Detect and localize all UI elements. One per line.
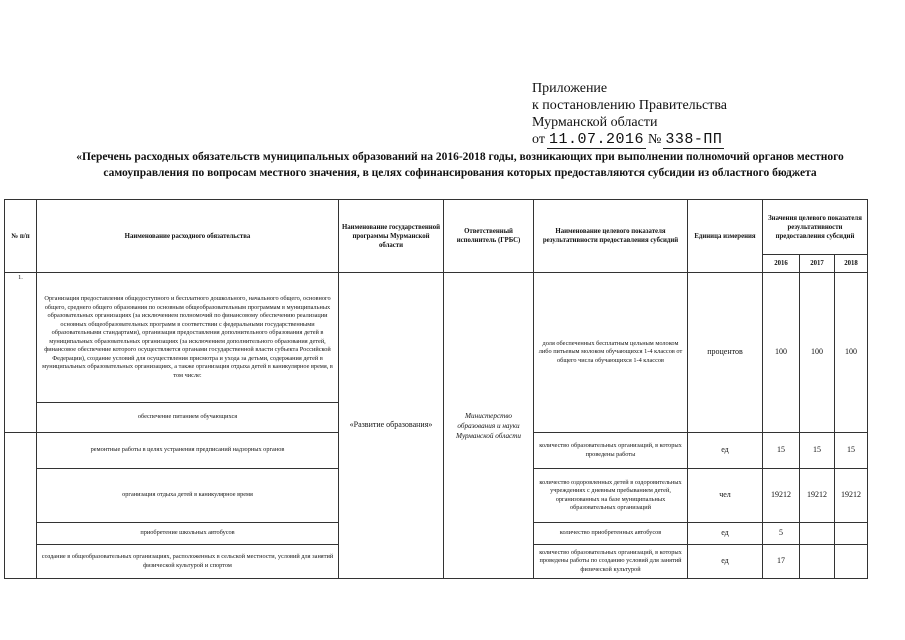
value-1-2018: 100: [835, 273, 868, 433]
indicator-2: количество образовательных организаций, в которых проведены работы: [534, 433, 688, 469]
header-year-2016: 2016: [763, 255, 800, 273]
header-obligation: Наименование расходного обязательства: [37, 200, 339, 273]
title-line-1: «Перечень расходных обязательств муниципальных образований на 2016-2018 годы, возникающих при выполнении полномочий органов местного: [76, 151, 844, 163]
resolution-number: 338-ПП: [665, 131, 723, 148]
value-2-2016: 15: [763, 433, 800, 469]
obligations-table: [4, 199, 868, 579]
unit-1: процентов: [688, 273, 763, 433]
unit-5: ед: [688, 545, 763, 579]
unit-3: чел: [688, 469, 763, 523]
row-number: 1.: [5, 273, 37, 433]
sub-obligation-2: ремонтные работы в целях устранения предписаний надзорных органов: [37, 433, 339, 469]
title-line-2: самоуправления по вопросам местного значения, в целях софинансирования которых предоставляются субсидии из областного бюджета: [103, 167, 817, 179]
value-2-2017: 15: [800, 433, 835, 469]
value-5-2018: [835, 545, 868, 579]
number-sign: №: [647, 132, 662, 147]
resolution-label: к постановлению Правительства: [532, 98, 728, 113]
appendix-label: Приложение: [532, 81, 608, 96]
header-indicator: Наименование целевого показателя результативности предоставления субсидий: [534, 200, 688, 273]
header-values: Значения целевого показателя результативности предоставления субсидий: [763, 200, 868, 255]
value-1-2017: 100: [800, 273, 835, 433]
value-3-2016: 19212: [763, 469, 800, 523]
value-5-2017: [800, 545, 835, 579]
header-unit: Единица измерения: [688, 200, 763, 273]
header-num: № п/п: [5, 200, 37, 273]
indicator-3: количество оздоровленных детей в оздоровительных учреждениях с дневным пребыванием детей, организованных на базе муниципальных образовательных организаций: [534, 469, 688, 523]
from-label: от: [532, 132, 545, 147]
document-title: [20, 149, 900, 181]
indicator-1: доля обеспеченных бесплатным цельным молоком либо питьевым молоком обучающихся 1-4 классов от общего числа обучающихся 1-4 классов: [534, 273, 688, 433]
sub-obligation-1: обеспечение питанием обучающихся: [37, 403, 339, 433]
region-label: Мурманской области: [532, 115, 658, 130]
resolution-date-line: [532, 131, 892, 149]
resolution-date: 11.07.2016: [548, 131, 644, 148]
value-4-2016: 5: [763, 523, 800, 545]
num-spacer: [5, 433, 37, 579]
unit-2: ед: [688, 433, 763, 469]
header-year-2017: 2017: [800, 255, 835, 273]
header-executor: Ответственный исполнитель (ГРБС): [444, 200, 534, 273]
program-name: «Развитие образования»: [339, 273, 444, 579]
value-5-2016: 17: [763, 545, 800, 579]
responsible-executor: Министерство образования и науки Мурманской области: [444, 273, 534, 579]
value-3-2018: 19212: [835, 469, 868, 523]
unit-4: ед: [688, 523, 763, 545]
indicator-4: количество приобретенных автобусов: [534, 523, 688, 545]
main-obligation: Организация предоставления общедоступного и бесплатного дошкольного, начального общего, основного общего, среднего общего образования по основным общеобразовательным программам в муниципальных образовательных организациях (за исключением полномочий по финансовому обеспечению реализации основных общеобразовательных программ в соответствии с федеральными государственными образовательными стандартами), организация предоставления дополнительного образования детей в муниципальных образовательных организациях (за исключением дополнительного образования детей, финансовое обеспечение которого осуществляется органами государственной власти субъекта Российской Федерации), создание условий для осуществления присмотра и ухода за детьми, содержания детей в муниципальных образовательных организациях, а также организация отдыха детей в каникулярное время, в том числе:: [37, 273, 339, 403]
sub-obligation-3: организация отдыха детей в каникулярное время: [37, 469, 339, 523]
header-program: Наименование государственной программы Мурманской области: [339, 200, 444, 273]
header-year-2018: 2018: [835, 255, 868, 273]
value-4-2017: [800, 523, 835, 545]
indicator-5: количество образовательных организаций, в которых проведены работы по созданию условий для занятий физической культурой: [534, 545, 688, 579]
value-4-2018: [835, 523, 868, 545]
value-1-2016: 100: [763, 273, 800, 433]
value-2-2018: 15: [835, 433, 868, 469]
appendix-header: [532, 80, 892, 149]
sub-obligation-5: создание в общеобразовательных организациях, расположенных в сельской местности, условий для занятий физической культурой и спортом: [37, 545, 339, 579]
value-3-2017: 19212: [800, 469, 835, 523]
sub-obligation-4: приобретение школьных автобусов: [37, 523, 339, 545]
